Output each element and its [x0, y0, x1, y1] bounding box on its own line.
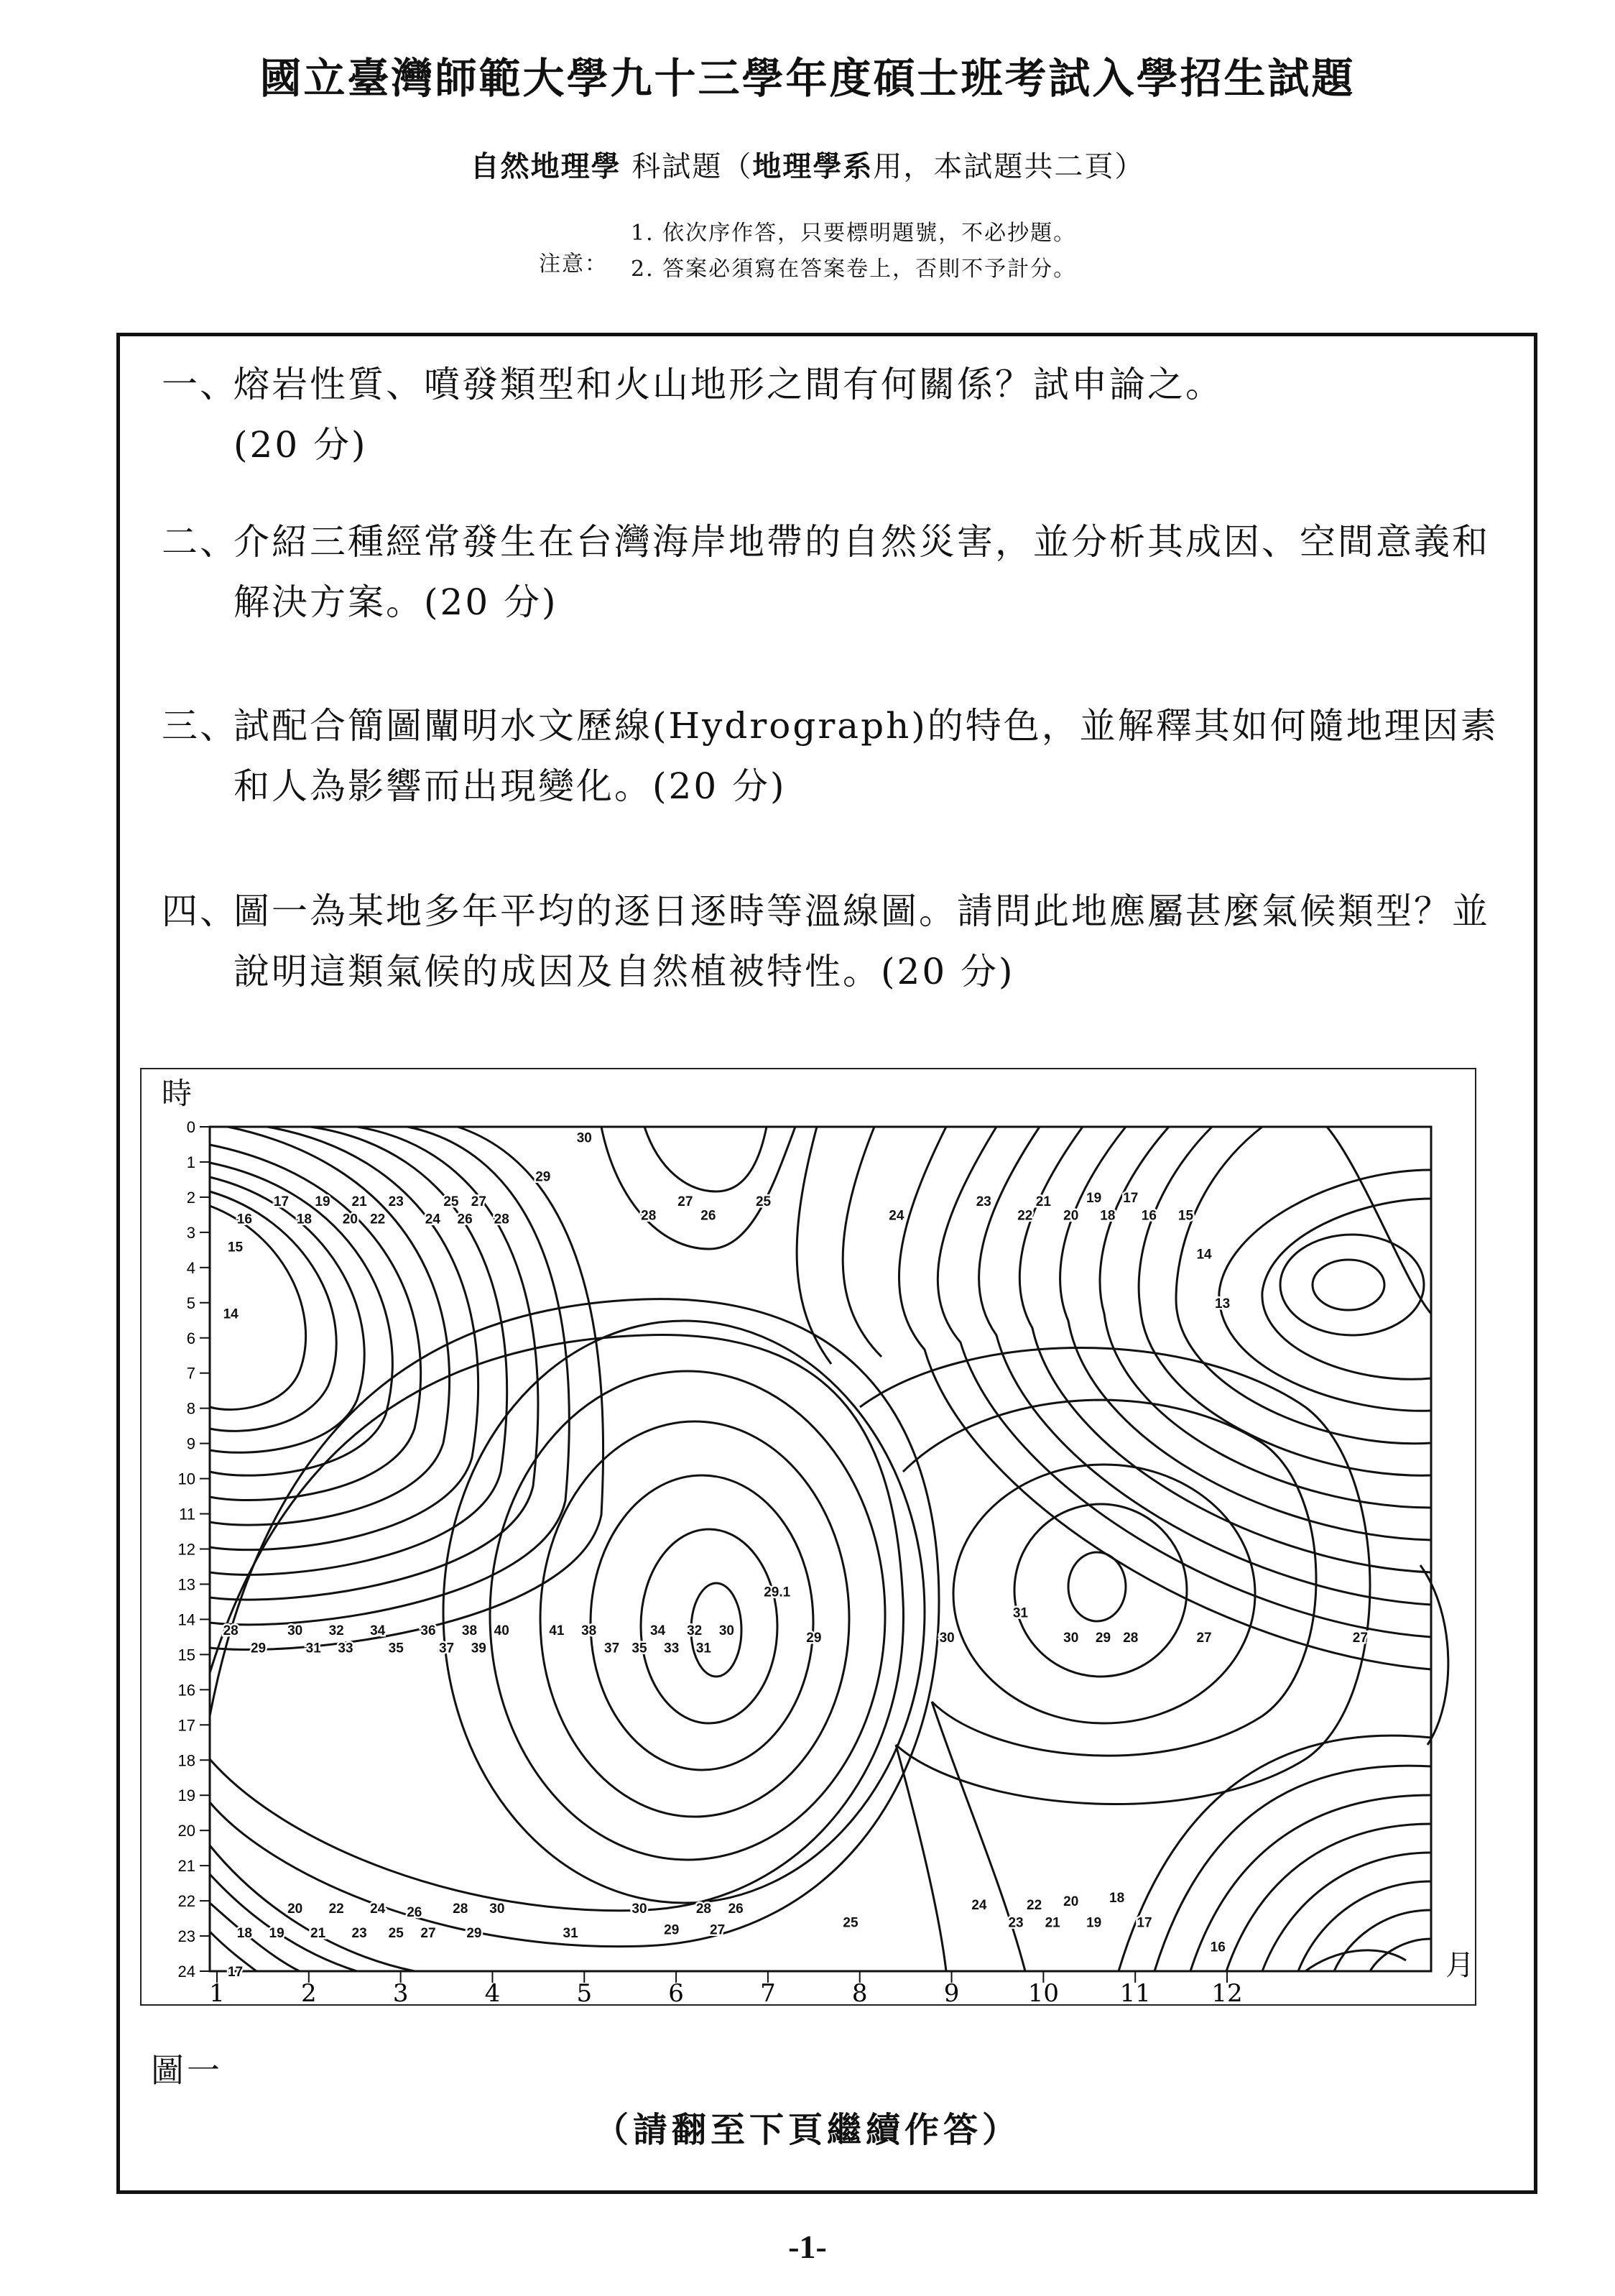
- contour-label: 33: [664, 1641, 680, 1656]
- contour-label: 22: [370, 1212, 386, 1227]
- contour-label: 28: [223, 1623, 239, 1639]
- contour-label: 34: [649, 1623, 666, 1639]
- contour-label: 14: [223, 1306, 239, 1322]
- contour-label: 40: [494, 1623, 509, 1639]
- contour-label: 20: [342, 1212, 358, 1227]
- contour-label: 35: [388, 1641, 404, 1656]
- contour-label: 23: [1008, 1915, 1024, 1931]
- contour-label: 17: [227, 1965, 244, 1980]
- figure-caption: 圖一: [151, 2051, 223, 2090]
- contour-label: 20: [1063, 1208, 1079, 1224]
- contour-labels: [223, 1131, 1368, 1980]
- contour-label: 32: [328, 1623, 344, 1639]
- contour-label: 24: [370, 1901, 386, 1917]
- contour-label: 41: [549, 1623, 565, 1639]
- contour-label: 27: [1196, 1630, 1212, 1646]
- contour-label: 29: [806, 1630, 822, 1646]
- contour-label: 29: [250, 1641, 267, 1656]
- contour-label: 26: [407, 1904, 422, 1920]
- y-tick-label: 5: [186, 1294, 195, 1312]
- contour-label: 39: [471, 1641, 486, 1656]
- question-text: 試配合簡圖闡明水文歷線(Hydrograph)的特色，並解釋其如何隨地理因素和人為影響而出現變化。(20 分): [233, 705, 1499, 807]
- contour-label: 25: [443, 1194, 459, 1209]
- contour-label: 29: [535, 1169, 551, 1185]
- x-tick-label: 6: [668, 1979, 684, 2004]
- y-tick-label: 13: [177, 1575, 195, 1594]
- contour-label: 31: [1012, 1605, 1028, 1621]
- contour-label: 19: [1086, 1915, 1102, 1931]
- contour-label: 38: [461, 1623, 478, 1639]
- contour-label: 18: [1100, 1208, 1116, 1224]
- y-tick-label: 16: [177, 1681, 195, 1700]
- contour-label: 15: [227, 1240, 244, 1255]
- department-name: 地理學系: [752, 150, 874, 183]
- y-tick-label: 14: [177, 1610, 195, 1629]
- contour-label: 27: [710, 1922, 726, 1938]
- contour-label: 16: [1141, 1208, 1157, 1224]
- contour-label: 16: [1210, 1940, 1226, 1955]
- y-tick-label: 23: [177, 1927, 195, 1946]
- y-tick-label: 11: [179, 1505, 195, 1523]
- exam-subtitle: [0, 144, 1615, 185]
- x-tick-label: 4: [484, 1979, 501, 2004]
- contour-label: 17: [1137, 1915, 1152, 1931]
- contour-label: 14: [1196, 1247, 1212, 1263]
- contour-label: 15: [1177, 1208, 1194, 1224]
- y-tick-label: 24: [177, 1963, 195, 1981]
- contour-label: 29: [466, 1926, 482, 1942]
- contour-label: 30: [287, 1623, 303, 1639]
- isotherm-lines: [210, 1127, 1448, 1971]
- contour-label: 26: [728, 1901, 744, 1917]
- contour-label: 21: [1045, 1915, 1060, 1931]
- y-axis-ticks: [178, 1118, 210, 1981]
- contour-label: 30: [576, 1130, 592, 1146]
- y-tick-label: 1: [186, 1153, 195, 1171]
- y-tick-label: 3: [186, 1223, 195, 1242]
- x-tick-label: 3: [392, 1979, 409, 2004]
- contour-label: 31: [563, 1926, 578, 1942]
- x-tick-label: 5: [576, 1979, 593, 2004]
- contour-label: 28: [494, 1212, 509, 1227]
- x-tick-label: 8: [851, 1979, 868, 2004]
- contour-label: 20: [287, 1901, 303, 1917]
- contour-label: 21: [310, 1926, 326, 1942]
- contour-label: 33: [338, 1641, 353, 1656]
- contour-label: 22: [328, 1901, 344, 1917]
- contour-label: 27: [420, 1926, 436, 1942]
- question-number: 一、: [162, 364, 238, 405]
- note-item: 2. 答案必須寫在答案卷上，否則不予計分。: [631, 257, 1077, 282]
- question-score: (20 分): [233, 424, 368, 466]
- continue-note: （請翻至下頁繼續作答）: [593, 2110, 1021, 2150]
- contour-label: 13: [1215, 1296, 1231, 1311]
- contour-label: 31: [695, 1641, 712, 1656]
- x-axis-ticks: [209, 1971, 1242, 2004]
- contour-label: 30: [939, 1630, 955, 1646]
- contour-label: 30: [718, 1623, 734, 1639]
- x-tick-label: 7: [760, 1979, 776, 2004]
- subject-suffix: 科試題（: [631, 150, 753, 183]
- exam-title: 國立臺灣師範大學九十三學年度碩士班考試入學招生試題: [259, 54, 1356, 103]
- contour-label: 36: [420, 1623, 436, 1639]
- y-tick-label: 9: [186, 1434, 195, 1453]
- contour-label: 25: [388, 1926, 404, 1942]
- contour-label: 37: [438, 1641, 455, 1656]
- contour-label: 21: [351, 1194, 367, 1209]
- x-tick-label: 2: [300, 1979, 317, 2004]
- contour-label: 22: [1027, 1897, 1042, 1913]
- contour-label: 28: [695, 1901, 712, 1917]
- y-tick-label: 22: [177, 1892, 195, 1911]
- contour-label: 38: [581, 1623, 597, 1639]
- contour-label: 27: [677, 1194, 693, 1209]
- contour-label: 27: [1352, 1630, 1368, 1646]
- y-tick-label: 17: [177, 1716, 195, 1735]
- contour-label: 24: [425, 1212, 440, 1227]
- contour-label: 29.1: [764, 1585, 791, 1600]
- contour-label: 23: [388, 1194, 404, 1209]
- contour-label: 19: [315, 1194, 330, 1209]
- isotherm-chart: [142, 1069, 1475, 2004]
- contour-label: 23: [976, 1194, 991, 1209]
- contour-label: 28: [1123, 1630, 1139, 1646]
- question-number: 四、: [162, 890, 238, 932]
- x-axis-label: 月: [1445, 1949, 1474, 1982]
- contour-label: 18: [296, 1212, 312, 1227]
- x-tick-label: 12: [1211, 1979, 1243, 2004]
- contour-label: 26: [457, 1212, 473, 1227]
- contour-label: 28: [641, 1208, 657, 1224]
- subject-name: 自然地理學: [470, 150, 621, 183]
- contour-label: 34: [370, 1623, 386, 1639]
- question-number: 二、: [162, 521, 238, 563]
- contour-label: 20: [1063, 1894, 1079, 1910]
- y-tick-label: 19: [177, 1786, 195, 1805]
- y-tick-label: 4: [186, 1258, 195, 1277]
- contour-label: 29: [1095, 1630, 1111, 1646]
- contour-label: 17: [1123, 1190, 1139, 1206]
- y-tick-label: 12: [177, 1540, 195, 1559]
- question-text: 熔岩性質、噴發類型和火山地形之間有何關係？試申論之。: [233, 364, 1223, 405]
- contour-label: 37: [604, 1641, 620, 1656]
- contour-label: 18: [236, 1926, 252, 1942]
- y-tick-label: 2: [186, 1188, 195, 1207]
- y-axis-label: 時: [162, 1076, 193, 1111]
- contour-label: 28: [453, 1901, 468, 1917]
- contour-label: 30: [1063, 1630, 1079, 1646]
- y-tick-label: 7: [186, 1364, 195, 1383]
- x-tick-label: 1: [209, 1979, 225, 2004]
- note-item: 1. 依次序作答，只要標明題號，不必抄題。: [631, 221, 1077, 246]
- contour-label: 19: [1086, 1190, 1102, 1206]
- plot-border: [210, 1127, 1431, 1971]
- contour-label: 17: [273, 1194, 290, 1209]
- y-tick-label: 18: [177, 1751, 195, 1770]
- contour-label: 22: [1017, 1208, 1033, 1224]
- notes-label: 注意：: [539, 252, 608, 277]
- contour-label: 18: [1109, 1891, 1125, 1907]
- y-tick-label: 10: [177, 1470, 195, 1488]
- y-tick-label: 8: [186, 1399, 195, 1418]
- x-tick-label: 10: [1027, 1979, 1060, 2004]
- y-tick-label: 0: [186, 1118, 195, 1136]
- question-number: 三、: [162, 705, 238, 747]
- y-tick-label: 15: [177, 1646, 195, 1664]
- contour-label: 24: [971, 1897, 987, 1913]
- question-text: 介紹三種經常發生在台灣海岸地帶的自然災害，並分析其成因、空間意義和解決方案。(20 分): [233, 521, 1490, 623]
- contour-label: 21: [1035, 1194, 1051, 1209]
- page-number: -1-: [788, 2228, 827, 2265]
- contour-label: 29: [664, 1922, 680, 1938]
- contour-label: 16: [236, 1212, 252, 1227]
- contour-label: 31: [305, 1641, 321, 1656]
- contour-label: 26: [700, 1208, 716, 1224]
- y-tick-label: 6: [186, 1329, 195, 1347]
- x-tick-label: 11: [1119, 1979, 1151, 2004]
- contour-label: 35: [631, 1641, 647, 1656]
- contour-label: 23: [351, 1926, 367, 1942]
- contour-label: 25: [755, 1194, 772, 1209]
- contour-label: 32: [687, 1623, 703, 1639]
- y-tick-label: 20: [177, 1822, 195, 1840]
- contour-label: 30: [631, 1901, 647, 1917]
- question-text: 圖一為某地多年平均的逐日逐時等溫線圖。請問此地應屬甚麼氣候類型？並說明這類氣候的成因及自然植被特性。(20 分): [233, 890, 1490, 992]
- contour-label: 25: [843, 1915, 859, 1931]
- contour-label: 19: [269, 1926, 284, 1942]
- x-tick-label: 9: [943, 1979, 960, 2004]
- y-tick-label: 21: [177, 1857, 195, 1876]
- contour-label: 30: [489, 1901, 505, 1917]
- contour-label: 24: [889, 1208, 904, 1224]
- isotherm-figure: [140, 1068, 1476, 2006]
- department-suffix: 用，本試題共二頁）: [873, 150, 1145, 183]
- contour-label: 27: [471, 1194, 486, 1209]
- notes-list: [631, 216, 1076, 287]
